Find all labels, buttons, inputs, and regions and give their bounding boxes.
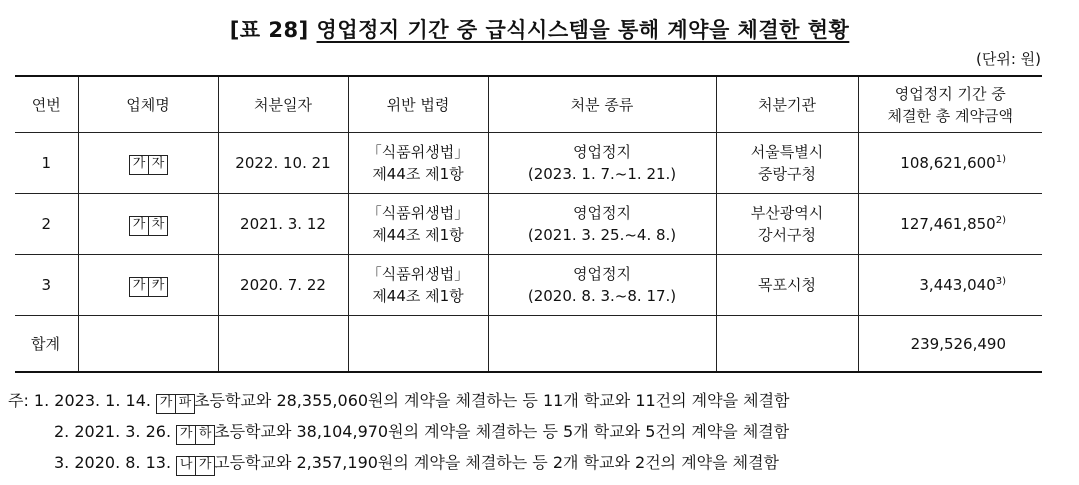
table-number: [표 28] (229, 18, 309, 42)
kind-name: 영업정지 (573, 143, 631, 161)
footnote-prefix: 주: 1. 2023. 1. 14. (8, 391, 151, 410)
header-company: 업체명 (78, 76, 218, 133)
masked-char: 가 (195, 456, 215, 476)
masked-school-name (176, 425, 214, 445)
header-date: 처분일자 (218, 76, 348, 133)
table-title (0, 14, 1079, 44)
header-law: 위반 법령 (348, 76, 488, 133)
footnote-marker: 1) (995, 154, 1006, 165)
cell-no: 3 (15, 255, 78, 316)
header-row (15, 76, 1042, 133)
masked-char: 가 (129, 216, 149, 236)
cell-amount (858, 133, 1042, 194)
footnote-text: 초등학교와 38,104,970원의 계약을 체결하는 등 5개 학교와 5건의 계약을 체결함 (214, 422, 790, 441)
footnote-line (8, 416, 790, 447)
footnote-line (8, 385, 790, 416)
table-row (15, 194, 1042, 255)
cell-law (348, 194, 488, 255)
agency-line1: 목포시청 (758, 276, 816, 294)
header-agency: 처분기관 (716, 76, 858, 133)
footnote-marker: 3) (995, 276, 1006, 287)
cell-date: 2021. 3. 12 (218, 194, 348, 255)
law-name: 「식품위생법」 (366, 143, 470, 161)
cell-agency (716, 194, 858, 255)
masked-char: 가 (129, 155, 149, 175)
masked-char: 카 (148, 277, 168, 297)
cell-date: 2020. 7. 22 (218, 255, 348, 316)
law-article: 제44조 제1항 (372, 165, 464, 183)
footnote-prefix: 2. 2021. 3. 26. (54, 422, 172, 441)
cell-company (78, 133, 218, 194)
cell-company (78, 194, 218, 255)
header-kind: 처분 종류 (488, 76, 716, 133)
total-row (15, 316, 1042, 373)
kind-name: 영업정지 (573, 204, 631, 222)
amount-value: 127,461,850 (900, 215, 996, 233)
cell-company (78, 255, 218, 316)
masked-char: 가 (129, 277, 149, 297)
header-amount-line2: 체결한 총 계약금액 (887, 106, 1013, 125)
cell-kind (488, 255, 716, 316)
masked-school-name (156, 394, 194, 414)
empty-cell (488, 316, 716, 373)
masked-char: 차 (148, 216, 168, 236)
contract-status-table (15, 75, 1042, 373)
unit-label: (단위: 원) (976, 50, 1041, 68)
footnote-marker: 2) (995, 215, 1006, 226)
cell-amount (858, 255, 1042, 316)
cell-no: 1 (15, 133, 78, 194)
amount-value: 3,443,040 (919, 276, 996, 294)
footnote-line (8, 447, 790, 478)
cell-no: 2 (15, 194, 78, 255)
cell-kind (488, 133, 716, 194)
law-article: 제44조 제1항 (372, 287, 464, 305)
kind-period: (2021. 3. 25.~4. 8.) (527, 226, 677, 244)
amount-value: 108,621,600 (900, 154, 996, 172)
masked-company-name (129, 277, 167, 297)
empty-cell (218, 316, 348, 373)
kind-name: 영업정지 (573, 265, 631, 283)
header-amount (858, 76, 1042, 133)
cell-date: 2022. 10. 21 (218, 133, 348, 194)
agency-line2: 강서구청 (758, 226, 816, 244)
empty-cell (78, 316, 218, 373)
empty-cell (716, 316, 858, 373)
header-amount-line1: 영업정지 기간 중 (894, 84, 1006, 103)
law-name: 「식품위생법」 (366, 265, 470, 283)
total-amount: 239,526,490 (858, 316, 1042, 373)
kind-period: (2023. 1. 7.~1. 21.) (527, 165, 677, 183)
masked-school-name (176, 456, 214, 476)
kind-period: (2020. 8. 3.~8. 17.) (527, 287, 677, 305)
footnote-text: 고등학교와 2,357,190원의 계약을 체결하는 등 2개 학교와 2건의 계약을 체결함 (214, 453, 780, 472)
empty-cell (348, 316, 488, 373)
cell-amount (858, 194, 1042, 255)
footnotes (8, 385, 790, 478)
law-name: 「식품위생법」 (366, 204, 470, 222)
footnote-prefix: 3. 2020. 8. 13. (54, 453, 172, 472)
header-no: 연번 (15, 76, 78, 133)
agency-line2: 중랑구청 (758, 165, 816, 183)
masked-char: 나 (176, 456, 196, 476)
cell-law (348, 133, 488, 194)
cell-agency (716, 133, 858, 194)
table-row (15, 255, 1042, 316)
total-label: 합계 (15, 316, 78, 373)
masked-company-name (129, 155, 167, 175)
masked-char: 자 (148, 155, 168, 175)
agency-line1: 서울특별시 (750, 143, 824, 161)
cell-law (348, 255, 488, 316)
cell-kind (488, 194, 716, 255)
masked-char: 하 (195, 425, 215, 445)
table-caption: 영업정지 기간 중 급식시스템을 통해 계약을 체결한 현황 (316, 18, 850, 42)
masked-char: 가 (156, 394, 176, 414)
agency-line1: 부산광역시 (750, 204, 824, 222)
table-row (15, 133, 1042, 194)
masked-char: 가 (176, 425, 196, 445)
footnote-text: 초등학교와 28,355,060원의 계약을 체결하는 등 11개 학교와 11건의 계약을 체결함 (194, 391, 790, 410)
cell-agency (716, 255, 858, 316)
masked-char: 파 (175, 394, 195, 414)
law-article: 제44조 제1항 (372, 226, 464, 244)
masked-company-name (129, 216, 167, 236)
